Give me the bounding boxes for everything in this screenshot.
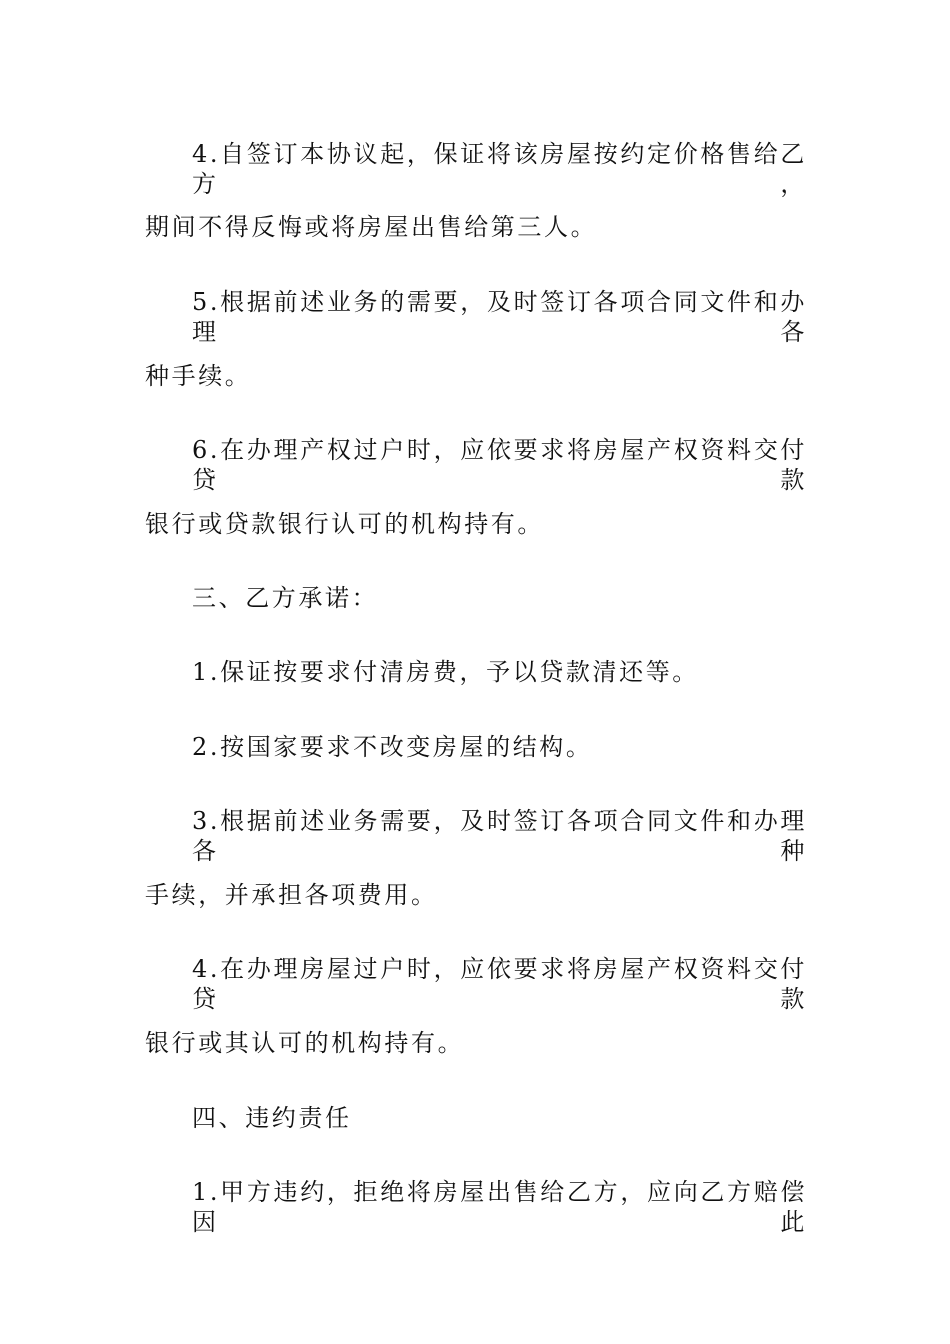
- text-line: 6.在办理产权过户时，应依要求将房屋产权资料交付贷款: [192, 436, 807, 494]
- text-line: 5.根据前述业务的需要，及时签订各项合同文件和办理各: [192, 288, 807, 346]
- text-line: 种手续。: [145, 362, 252, 390]
- text-line: 3.根据前述业务需要，及时签订各项合同文件和办理各种: [192, 807, 807, 865]
- text-line: 银行或其认可的机构持有。: [145, 1029, 465, 1057]
- text-line: 手续，并承担各项费用。: [145, 881, 438, 909]
- section-heading: 三、乙方承诺：: [192, 584, 379, 612]
- text-line: 期间不得反悔或将房屋出售给第三人。: [145, 213, 598, 241]
- text-line: 1.甲方违约，拒绝将房屋出售给乙方，应向乙方赔偿因此: [192, 1178, 807, 1236]
- section-heading: 四、违约责任: [192, 1104, 352, 1132]
- text-line: 4.在办理房屋过户时，应依要求将房屋产权资料交付贷款: [192, 955, 807, 1013]
- text-line: 1.保证按要求付清房费，予以贷款清还等。: [192, 658, 699, 686]
- text-line: 2.按国家要求不改变房屋的结构。: [192, 733, 593, 761]
- text-line: 银行或贷款银行认可的机构持有。: [145, 510, 544, 538]
- text-line: 4.自签订本协议起，保证将该房屋按约定价格售给乙方，: [192, 140, 807, 198]
